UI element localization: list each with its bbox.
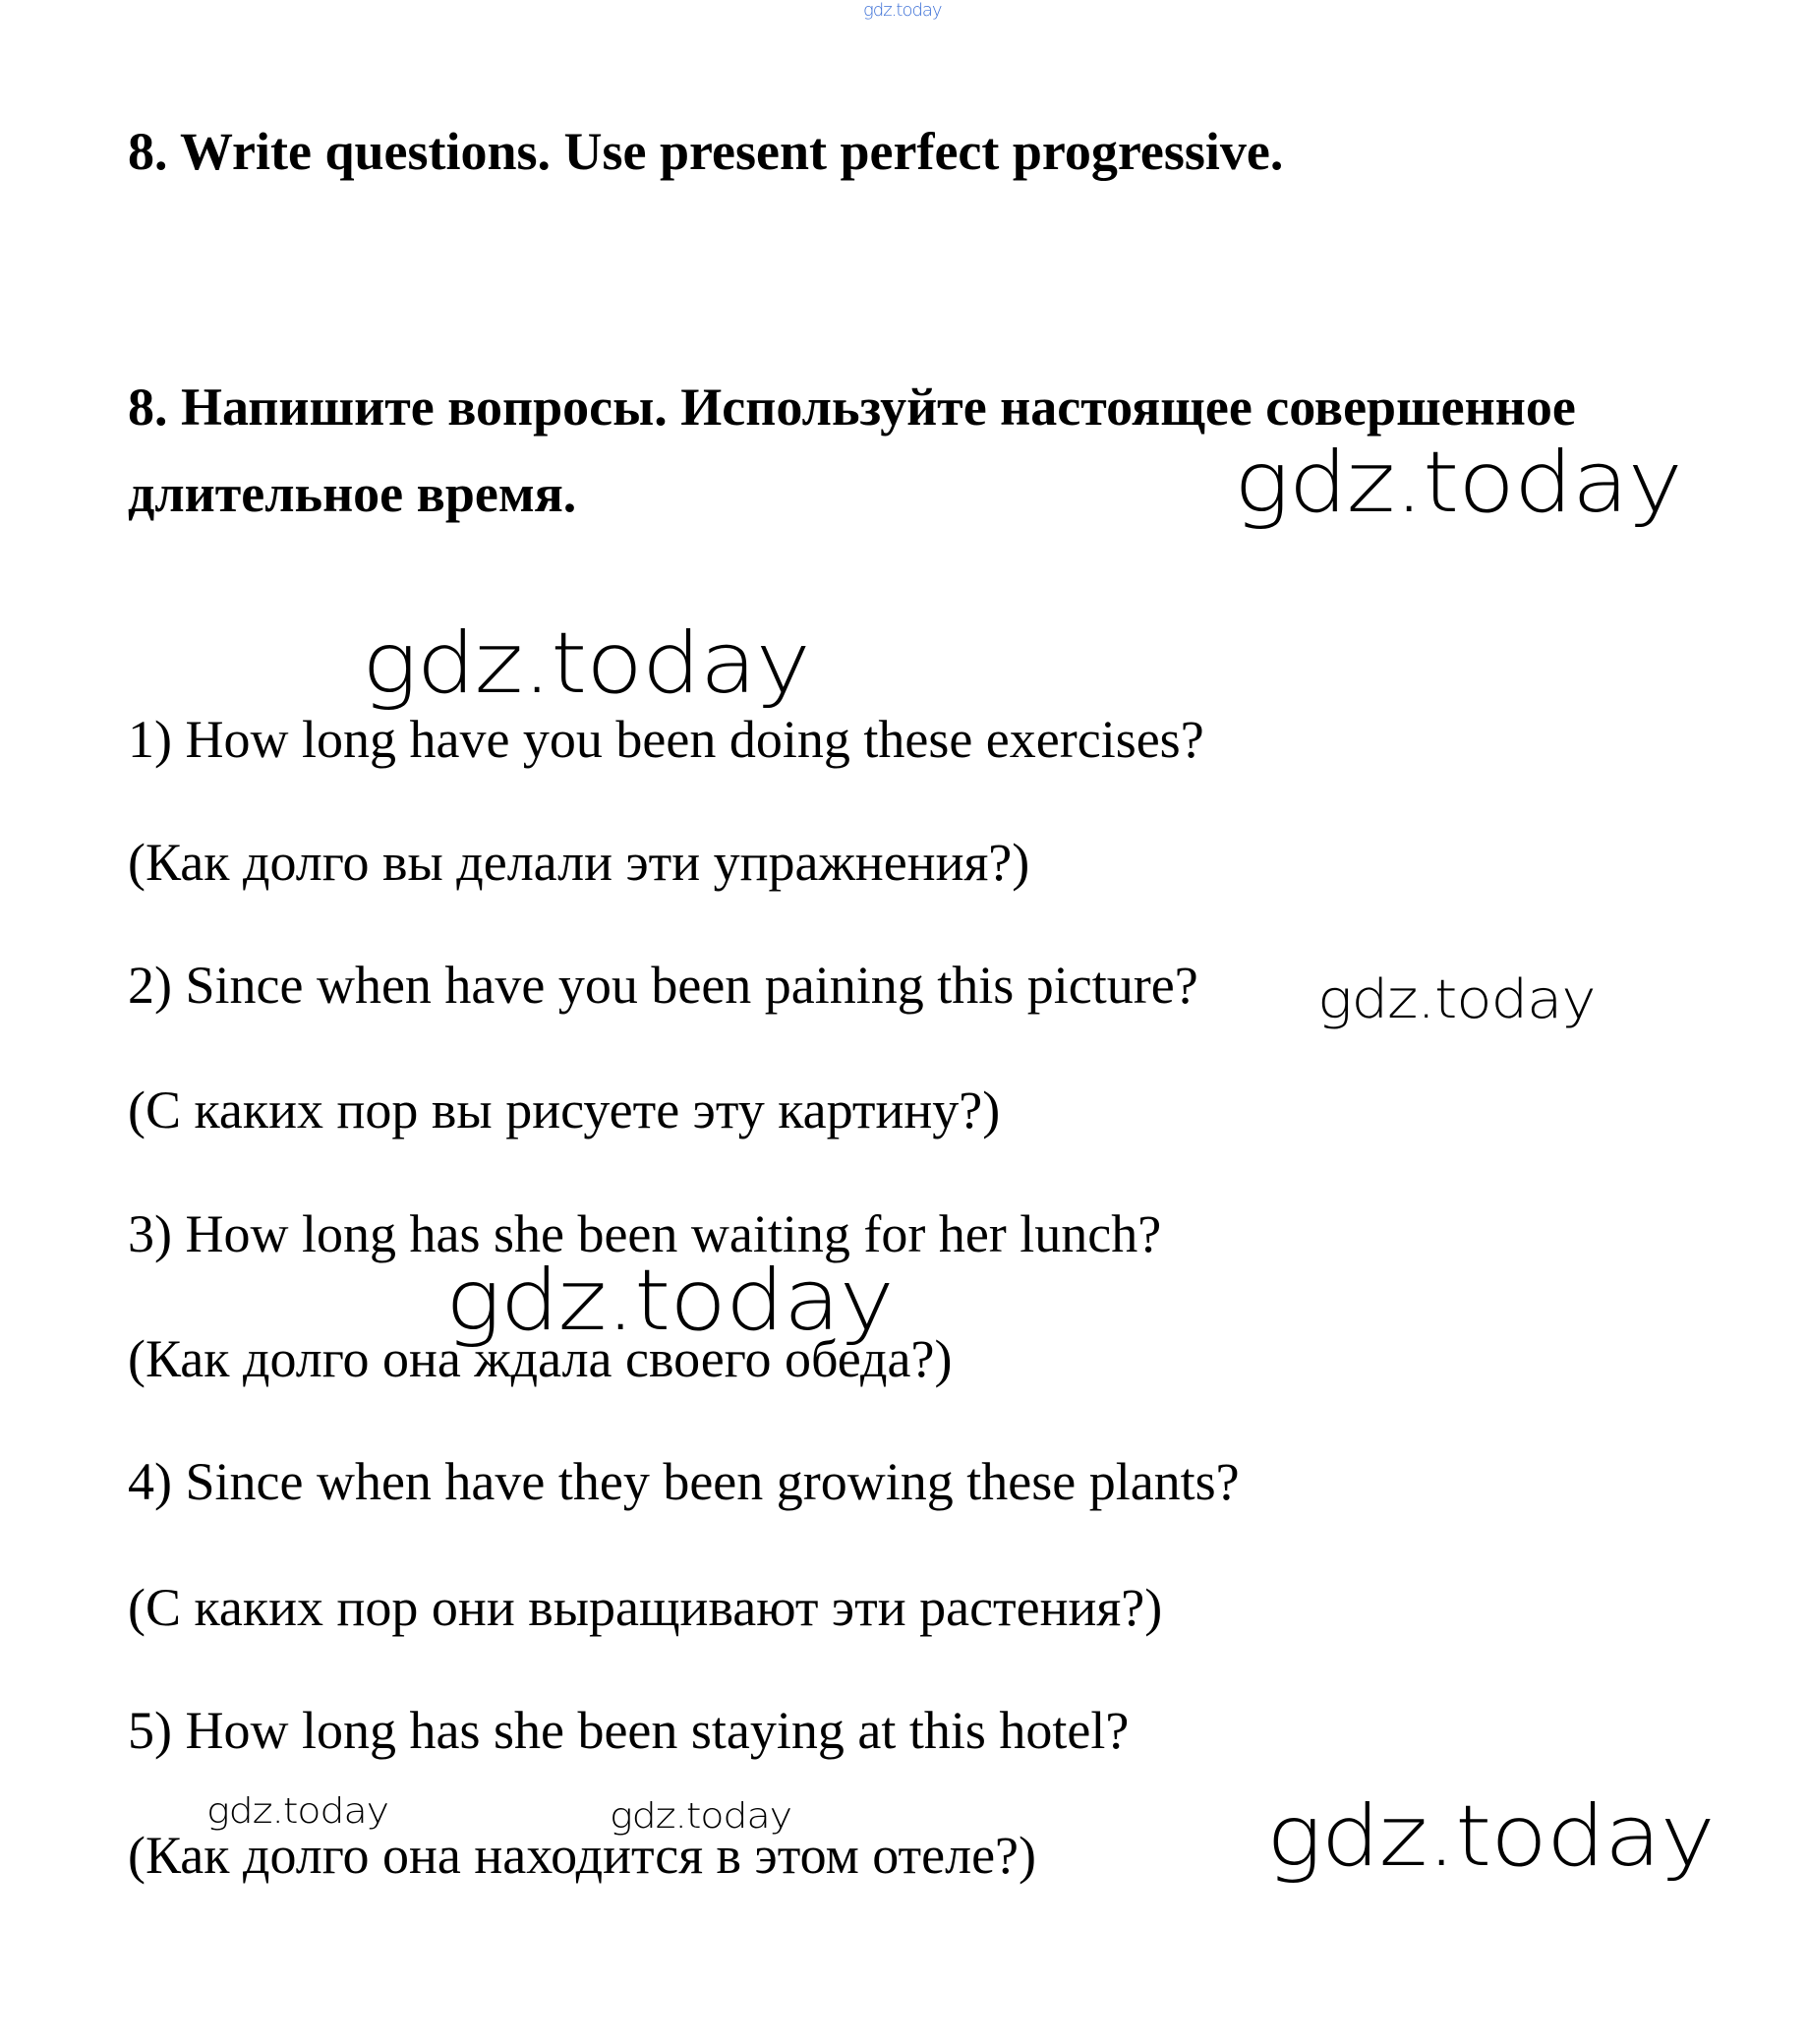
watermark-2: gdz.today [362,614,810,713]
question-2-en: 2) Since when have you been paining this picture? [128,956,1198,1015]
watermark-5: gdz.today [206,1791,388,1832]
watermark-1: gdz.today [1234,434,1682,532]
watermark-6: gdz.today [610,1796,791,1837]
question-5-en: 5) How long has she been staying at this hotel? [128,1701,1130,1760]
question-3-ru: (Как долго она ждала своего обеда?) [128,1329,953,1388]
question-1-en: 1) How long have you been doing these exercises? [128,710,1204,769]
question-1-ru: (Как долго вы делали эти упражнения?) [128,833,1030,892]
watermark-top: gdz.today [863,0,942,21]
exercise-heading-ru: 8. Напишите вопросы. Используйте настоящее совершенное длительное время. [128,378,1576,523]
question-4-en: 4) Since when have they been growing these plants? [128,1452,1240,1511]
question-3-en: 3) How long has she been waiting for her lunch? [128,1204,1162,1263]
exercise-heading-en: 8. Write questions. Use present perfect progressive. [128,122,1284,181]
watermark-3: gdz.today [1317,968,1596,1030]
question-5-ru: (Как долго она находится в этом отеле?) [128,1826,1036,1885]
watermark-7: gdz.today [1266,1787,1715,1886]
watermark-4: gdz.today [445,1252,894,1350]
question-2-ru: (С каких пор вы рисуете эту картину?) [128,1080,1001,1139]
question-4-ru: (С каких пор они выращивают эти растения?) [128,1578,1163,1637]
